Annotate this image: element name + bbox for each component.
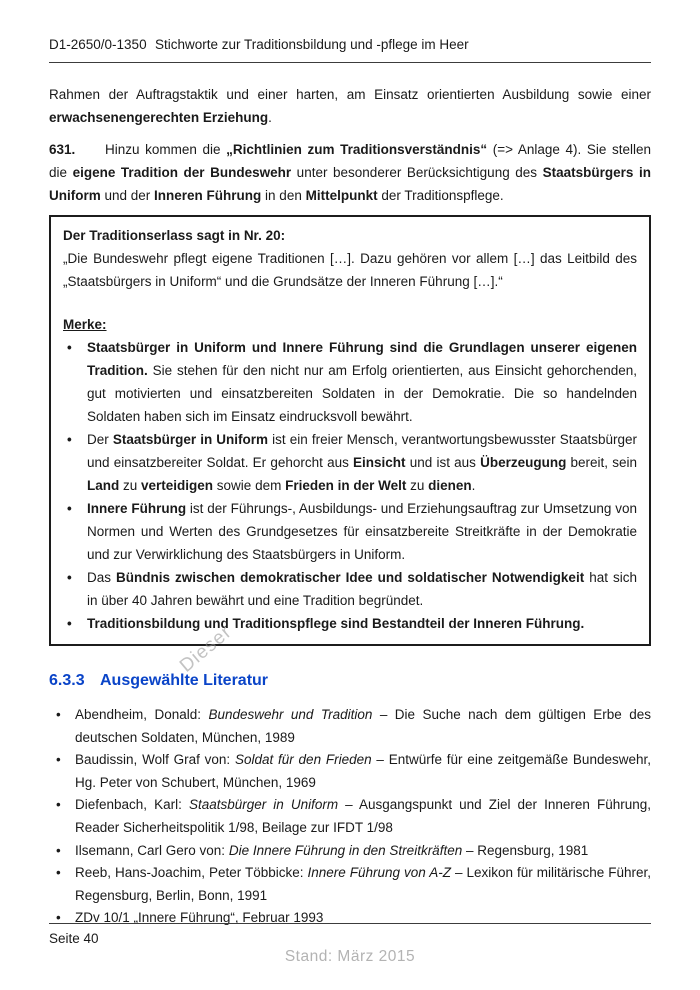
section-number: 6.3.3: [49, 672, 85, 689]
literature-item: • Diefenbach, Karl: Staatsbürger in Uniform – Ausgangspunkt und Ziel der Inneren Führung, Reader Sicherheitspolitik 1/98, Beilage zur IFDT 1/98: [49, 794, 651, 839]
merke-bullet-list: [63, 336, 637, 635]
paragraph-631-text: Hinzu kommen die „Richtlinien zum Traditionsverständnis“ (=> Anlage 4). Sie stellen die eigene Tradition der Bundeswehr unter besonderer Berücksichtigung des Staatsbürgers in Uniform und der Inneren Führung in den Mittelpunkt der Traditionspflege.: [49, 142, 651, 203]
stand-date-label: Stand: März 2015: [284, 948, 416, 965]
merke-label: Merke:: [63, 317, 107, 332]
header-title: Stichworte zur Traditionsbildung und -pflege im Heer: [155, 37, 469, 52]
merke-bullet-item: • Das Bündnis zwischen demokratischer Idee und soldatischer Notwendigkeit hat sich in über 40 Jahren bewährt und eine Tradition begründet.: [63, 566, 637, 612]
paragraph-number: 631.: [49, 142, 76, 157]
literature-item: • Abendheim, Donald: Bundeswehr und Tradition – Die Suche nach dem gültigen Erbe des deutschen Soldaten, München, 1989: [49, 704, 651, 749]
section-title: Ausgewählte Literatur: [100, 672, 269, 689]
literature-item: • Baudissin, Wolf Graf von: Soldat für den Frieden – Entwürfe für eine zeitgemäße Bundeswehr, Hg. Peter von Schubert, München, 1969: [49, 749, 651, 794]
literature-item: • Reeb, Hans-Joachim, Peter Többicke: Innere Führung von A-Z – Lexikon für militärische Führer, Regensburg, Berlin, Bonn, 1991: [49, 862, 651, 907]
paragraph-631: [49, 138, 651, 207]
page-footer: [49, 923, 651, 946]
merke-bullet-item: • Der Staatsbürger in Uniform ist ein freier Mensch, verantwortungsbewusster Staatsbürger und einsatzbereiter Soldat. Er gehorcht aus Einsicht und ist aus Überzeugung bereit, sein Land zu verteidigen sowie dem Frieden in der Welt zu dienen.: [63, 428, 637, 497]
traditionserlass-box: [49, 215, 651, 646]
page-header: [49, 0, 651, 63]
box-spacer: [63, 293, 637, 313]
box-quote: „Die Bundeswehr pflegt eigene Traditionen […]. Dazu gehören vor allem […] das Leitbild des „Staatsbürgers in Uniform“ und die Grundsätze der Inneren Führung […].“: [63, 251, 637, 289]
literature-item: • ZDv 10/1 „Innere Führung“, Februar 1993: [49, 907, 651, 930]
section-heading: [49, 670, 651, 691]
diagonal-watermark-text: Dieser: [175, 621, 237, 677]
merke-bullet-item: • Traditionsbildung und Traditionspflege sind Bestandteil der Inneren Führung.: [63, 612, 637, 635]
document-id: D1-2650/0-1350: [49, 37, 147, 52]
literature-list: [49, 704, 651, 930]
box-title: Der Traditionserlass sagt in Nr. 20:: [63, 228, 286, 243]
merke-bullet-item: • Innere Führung ist der Führungs-, Ausbildungs- und Erziehungsauftrag zur Umsetzung von Normen und Werten des Grundgesetzes für einsatzbereite Streitkräfte in der Demokratie und zur Verwirklichung des Staatsbürgers in Uniform.: [63, 497, 637, 566]
merke-bullet-item: • Staatsbürger in Uniform und Innere Führung sind die Grundlagen unserer eigenen Tradition. Sie stehen für den nicht nur am Erfolg orientierten, aus Einsicht gehorchenden, gut motivierten und einsatzbereiten Soldaten in der Demokratie. Die so handelnden Soldaten haben sich im Einsatz eindrucksvoll bewährt.: [63, 336, 637, 428]
paragraph-continuation: Rahmen der Auftragstaktik und einer harten, am Einsatz orientierten Ausbildung sowie einer erwachsenengerechten Erziehung.: [49, 87, 651, 125]
page-number-label: Seite 40: [49, 931, 99, 946]
literature-item: • Ilsemann, Carl Gero von: Die Innere Führung in den Streitkräften – Regensburg, 1981: [49, 840, 651, 863]
